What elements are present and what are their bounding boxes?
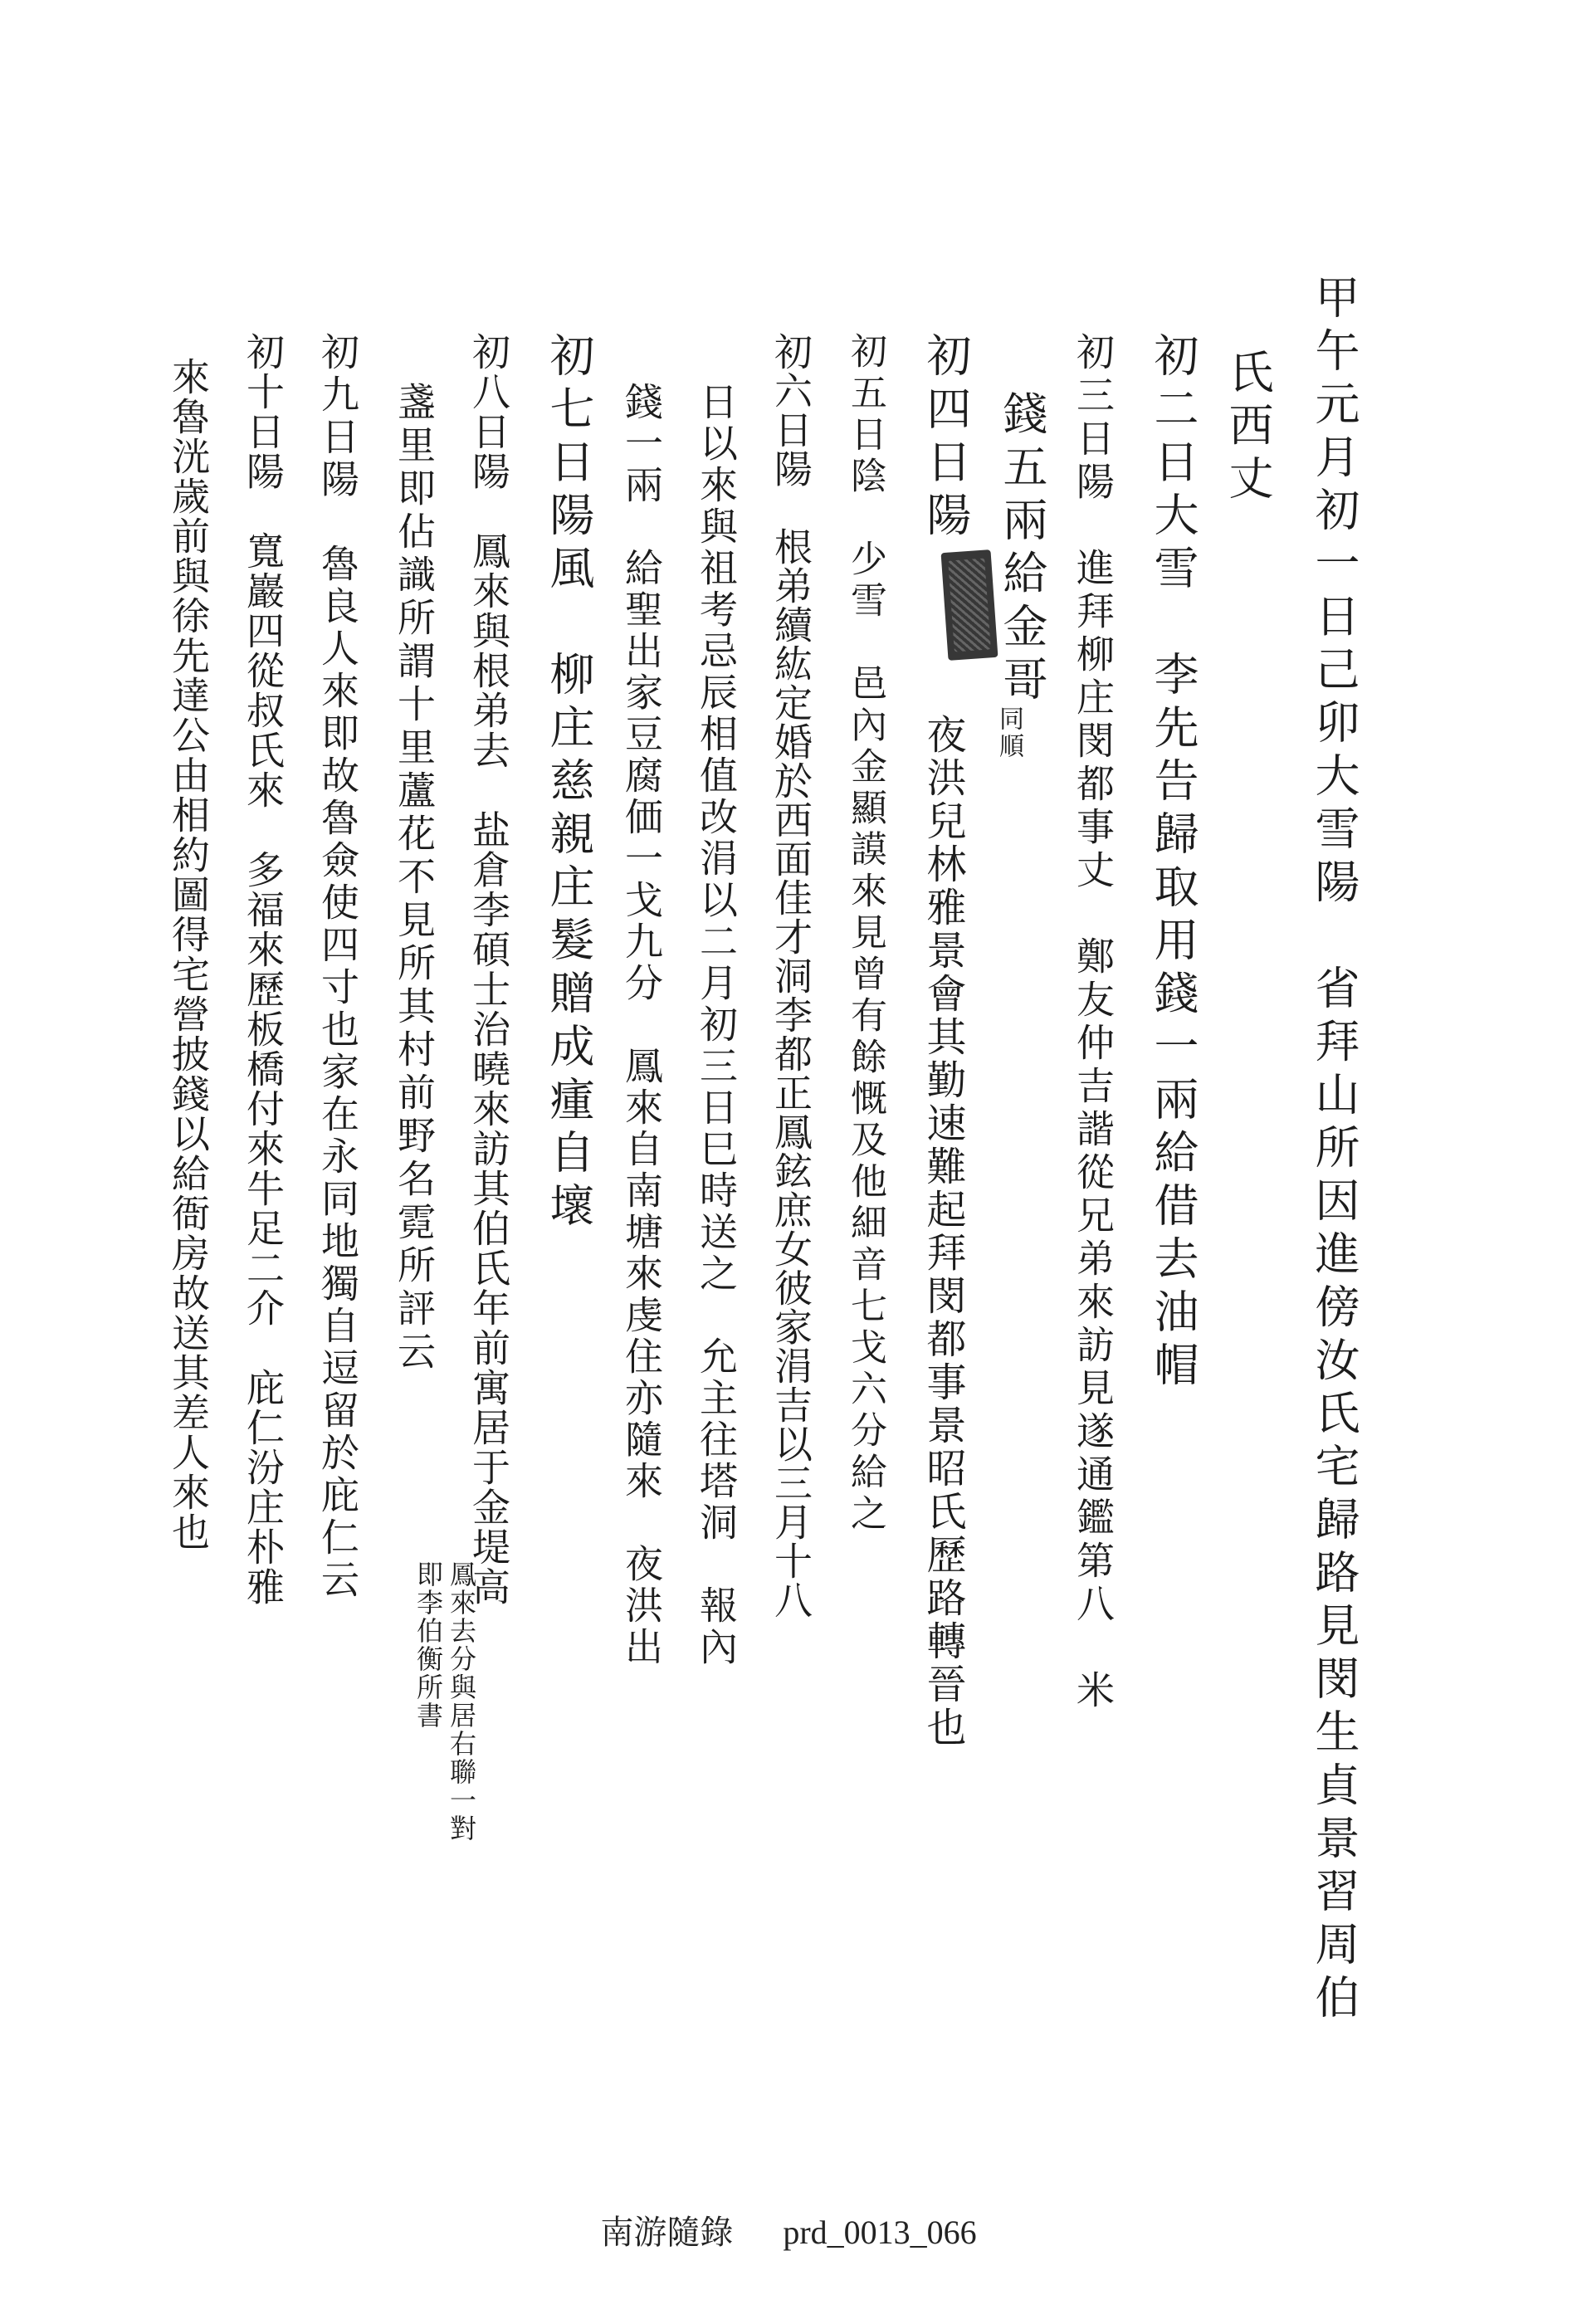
text-column-1: 甲午元月初一日己卯大雪陽 省拜山所因進傍汝氏宅歸路見閔生貞景習周伯 [1308, 274, 1360, 2027]
text-column-6: 初四日陽 [920, 332, 972, 544]
text-column-9: 日以來與祖考忌辰相值改涓以二月初三日巳時送之 允主往塔洞 報內 [694, 382, 739, 1668]
text-column-4: 初三日陽 進拜柳庄閔都事丈 鄭友仲吉諧從兄弟來訪見遂通鑑第八 米 [1071, 332, 1116, 1713]
text-column-5-note: 同順 [994, 706, 1023, 760]
book-title: 南游隨錄 [600, 2214, 734, 2251]
text-column-10: 錢一兩 給聖出家豆腐価一戈九分 鳳來自南塘來虔住亦隨來 夜洪出 [619, 382, 664, 1668]
text-column-6-cont: 夜洪兒林雅景會其勤速難起拜閔都事景昭氏歷路轉晉也 [920, 714, 966, 1750]
text-column-7: 初五日陰 少雪 邑內金顯謨來見曾有餘慨及他細音七戈六分給之 [844, 332, 886, 1536]
text-column-11: 初七日陽風 柳庄慈親庄髮贈成瘇自壞 [543, 332, 595, 1235]
text-column-16: 來魯洸歲前與徐先達公由相約圖得宅營披錢以給衙房故送其差人來也 [166, 357, 211, 1552]
text-column-13-note-b: 即李伯衡所書 [413, 1560, 444, 1730]
ink-blot [941, 549, 998, 661]
text-column-3: 初二日大雪 李先告歸取用錢一兩給借去油帽 [1147, 332, 1199, 1394]
page-id: prd_0013_066 [783, 2214, 977, 2251]
text-column-5: 錢五兩給金哥 [996, 390, 1048, 709]
text-column-15: 初十日陽 寬巖四從叔氏來 多福來歷板橋付來牛足二介 庇仁汾庄朴雅 [241, 332, 286, 1607]
text-column-13-note-a: 鳳來去分與居右聯一對 [446, 1560, 477, 1843]
text-column-14: 初九日陽 魯良人來即故魯僉使四寸也家在永同地獨自逗留於庇仁云 [315, 332, 360, 1602]
text-column-2: 氏西丈 [1222, 349, 1274, 508]
text-column-8: 初六日陽 根弟續紘定婚於西面佳才洞李都正鳳鉉庶女彼家涓吉以三月十八 [769, 332, 813, 1619]
text-column-13: 盞里即佔識所謂十里蘆花不見所其村前野名霓所評云 [392, 382, 437, 1374]
text-column-12: 初八日陽 鳳來與根弟去 盐倉李碩士治曉來訪其伯氏年前寓居于金堤高 [466, 332, 511, 1607]
page-footer [0, 2206, 1577, 2253]
